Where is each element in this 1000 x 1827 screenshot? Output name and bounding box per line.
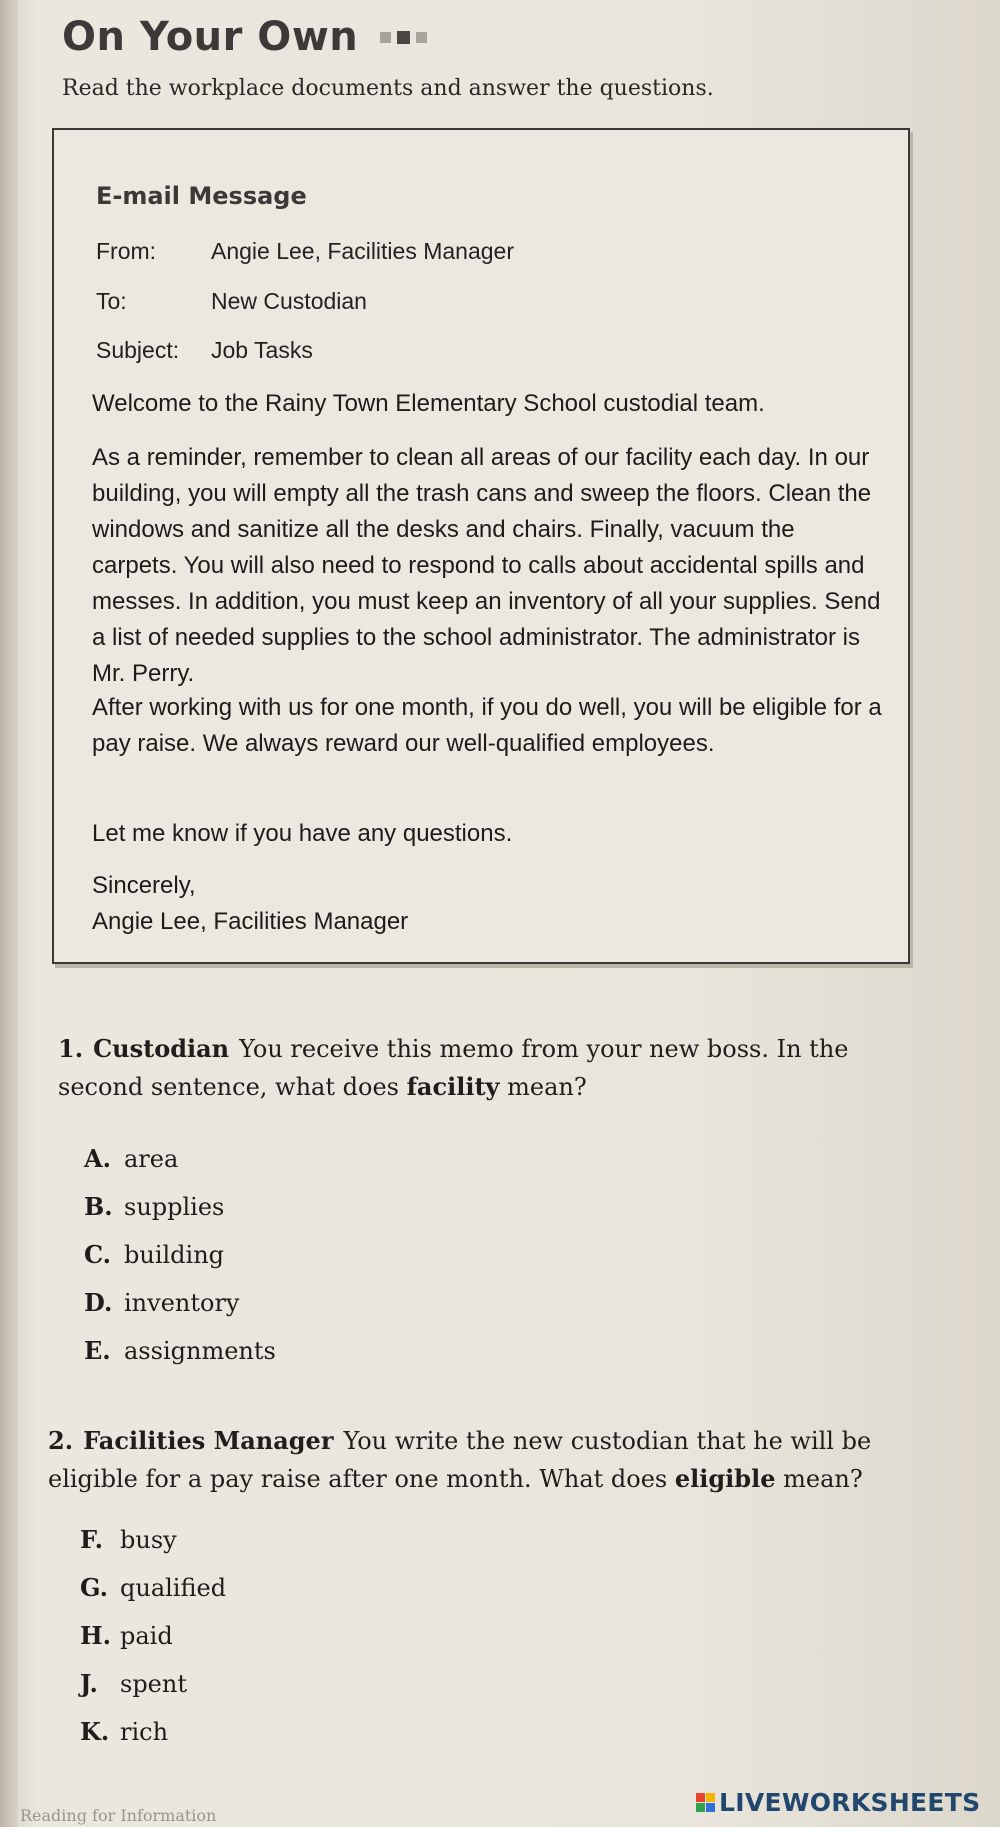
question-lead: Facilities Manager bbox=[83, 1426, 334, 1455]
option-letter: H. bbox=[80, 1621, 112, 1650]
question-text-end: mean? bbox=[783, 1465, 863, 1493]
brand-name: LIVEWORKSHEETS bbox=[719, 1788, 981, 1817]
to-label: To: bbox=[96, 288, 127, 314]
liveworksheets-icon bbox=[696, 1793, 715, 1812]
email-to-row bbox=[96, 288, 367, 315]
subject-value: Job Tasks bbox=[211, 337, 313, 363]
option-text: inventory bbox=[124, 1289, 240, 1317]
answer-option-f[interactable] bbox=[80, 1516, 226, 1564]
option-text: busy bbox=[120, 1526, 177, 1554]
option-letter: E. bbox=[84, 1336, 111, 1365]
option-text: area bbox=[124, 1145, 179, 1173]
option-letter: G. bbox=[80, 1573, 108, 1602]
option-text: supplies bbox=[124, 1193, 225, 1221]
decorative-squares-icon bbox=[380, 31, 427, 44]
answer-option-h[interactable] bbox=[80, 1612, 226, 1660]
email-message-box bbox=[52, 128, 910, 964]
option-letter: B. bbox=[84, 1192, 113, 1221]
answer-option-b[interactable] bbox=[84, 1183, 276, 1231]
email-from-row bbox=[96, 238, 514, 265]
option-text: assignments bbox=[124, 1337, 276, 1365]
option-text: spent bbox=[120, 1670, 187, 1698]
to-value: New Custodian bbox=[211, 288, 367, 314]
page-spine-shadow bbox=[0, 0, 18, 1827]
book-footer-text: Reading for Information bbox=[20, 1806, 217, 1825]
question-lead: Custodian bbox=[93, 1034, 230, 1063]
answer-option-k[interactable] bbox=[80, 1708, 226, 1756]
section-heading bbox=[62, 14, 427, 60]
option-text: qualified bbox=[120, 1574, 227, 1602]
answer-option-g[interactable] bbox=[80, 1564, 226, 1612]
liveworksheets-logo[interactable] bbox=[696, 1788, 980, 1817]
from-value: Angie Lee, Facilities Manager bbox=[211, 238, 514, 264]
answer-option-e[interactable] bbox=[84, 1327, 276, 1375]
email-title: E-mail Message bbox=[96, 182, 307, 210]
question-1-options bbox=[84, 1135, 276, 1375]
email-signoff: Sincerely, bbox=[92, 872, 196, 899]
option-text: paid bbox=[120, 1622, 173, 1650]
option-letter: J. bbox=[80, 1669, 98, 1698]
option-letter: D. bbox=[84, 1288, 113, 1317]
email-paragraph-welcome: Welcome to the Rainy Town Elementary School custodial team. bbox=[92, 390, 765, 417]
question-keyword: facility bbox=[406, 1072, 500, 1101]
question-text: You write the new custodian that he will be eligible for a pay raise after one month. What does bbox=[48, 1427, 872, 1493]
question-keyword: eligible bbox=[674, 1464, 776, 1493]
answer-option-a[interactable] bbox=[84, 1135, 276, 1183]
answer-option-d[interactable] bbox=[84, 1279, 276, 1327]
question-1 bbox=[58, 1030, 938, 1106]
instruction-text: Read the workplace documents and answer the questions. bbox=[62, 76, 714, 101]
email-paragraph-tasks: As a reminder, remember to clean all areas of our facility each day. In our building, you will empty all the trash cans and sweep the floors. Clean the windows and sanitize all the desks and chairs. Finally, vacuum the carpets. You will also need to respond to calls about accidental spills and messes. In addition, you must keep an inventory of all your supplies. Send a list of needed supplies to the school administrator. The administrator is Mr. Perry. bbox=[92, 444, 881, 687]
question-2-options bbox=[80, 1516, 226, 1756]
option-letter: A. bbox=[84, 1144, 111, 1173]
option-text: building bbox=[124, 1241, 225, 1269]
subject-label: Subject: bbox=[96, 337, 180, 363]
question-text-end: mean? bbox=[507, 1073, 587, 1101]
question-text: You receive this memo from your new boss. In the second sentence, what does bbox=[58, 1035, 849, 1101]
email-paragraph-questions: Let me know if you have any questions. bbox=[92, 820, 513, 847]
email-paragraph-raise: After working with us for one month, if you do well, you will be eligible for a pay raise. We always reward our well-qualified employees. bbox=[92, 694, 882, 757]
email-signature: Angie Lee, Facilities Manager bbox=[92, 908, 409, 935]
option-text: rich bbox=[120, 1718, 169, 1746]
option-letter: K. bbox=[80, 1717, 110, 1746]
question-number: 2. bbox=[48, 1426, 74, 1455]
option-letter: C. bbox=[84, 1240, 112, 1269]
from-label: From: bbox=[96, 238, 157, 264]
option-letter: F. bbox=[80, 1525, 103, 1554]
email-subject-row bbox=[96, 337, 313, 364]
answer-option-j[interactable] bbox=[80, 1660, 226, 1708]
section-title: On Your Own bbox=[62, 14, 359, 60]
answer-option-c[interactable] bbox=[84, 1231, 276, 1279]
question-2 bbox=[48, 1422, 928, 1498]
question-number: 1. bbox=[58, 1034, 84, 1063]
